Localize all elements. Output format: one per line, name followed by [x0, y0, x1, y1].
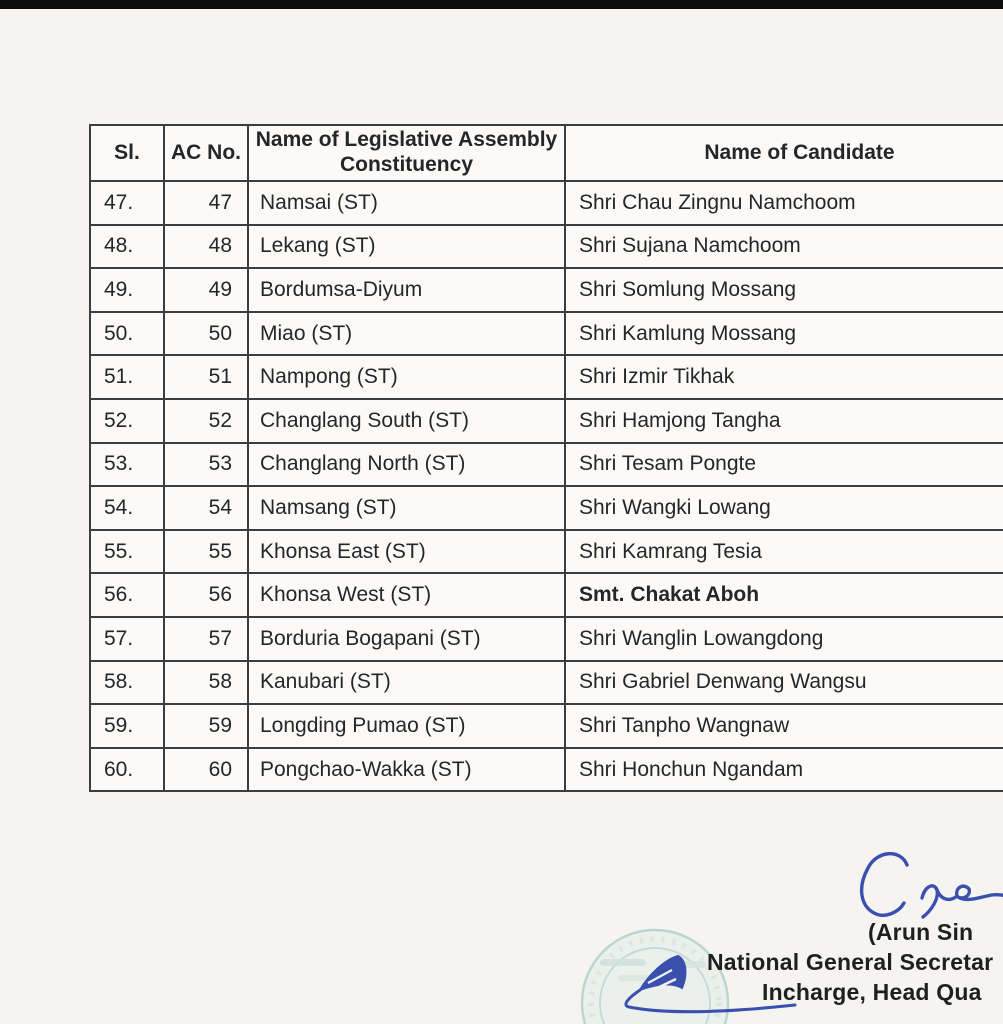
- cell-candidate: Shri Chau Zingnu Namchoom: [565, 181, 1003, 225]
- signatory-subtitle: Incharge, Head Qua: [762, 979, 982, 1005]
- header-sl: Sl.: [90, 125, 164, 181]
- cell-candidate: Shri Kamlung Mossang: [565, 312, 1003, 356]
- cell-constituency: Lekang (ST): [248, 225, 565, 269]
- scan-top-bar: [0, 0, 1003, 9]
- cell-ac-no: 48: [164, 225, 248, 269]
- cell-constituency: Longding Pumao (ST): [248, 704, 565, 748]
- cell-candidate: Shri Tesam Pongte: [565, 443, 1003, 487]
- cell-constituency: Changlang North (ST): [248, 443, 565, 487]
- cell-sl: 54.: [90, 486, 164, 530]
- cell-constituency: Namsang (ST): [248, 486, 565, 530]
- table-row: [90, 748, 1003, 792]
- cell-constituency: Pongchao-Wakka (ST): [248, 748, 565, 792]
- table-row: [90, 312, 1003, 356]
- cell-constituency: Bordumsa-Diyum: [248, 268, 565, 312]
- cell-ac-no: 49: [164, 268, 248, 312]
- cell-candidate: Smt. Chakat Aboh: [565, 573, 1003, 617]
- cell-ac-no: 58: [164, 661, 248, 705]
- cell-sl: 53.: [90, 443, 164, 487]
- cell-sl: 55.: [90, 530, 164, 574]
- cell-sl: 60.: [90, 748, 164, 792]
- table-row: [90, 573, 1003, 617]
- table-row: [90, 661, 1003, 705]
- cell-candidate: Shri Wangki Lowang: [565, 486, 1003, 530]
- cell-sl: 48.: [90, 225, 164, 269]
- signature-ink-icon: [862, 854, 1003, 917]
- cell-constituency: Nampong (ST): [248, 355, 565, 399]
- cell-candidate: Shri Hamjong Tangha: [565, 399, 1003, 443]
- cell-candidate: Shri Kamrang Tesia: [565, 530, 1003, 574]
- cell-ac-no: 53: [164, 443, 248, 487]
- table-row: [90, 225, 1003, 269]
- table-row: [90, 704, 1003, 748]
- table-row: [90, 486, 1003, 530]
- cell-candidate: Shri Sujana Namchoom: [565, 225, 1003, 269]
- header-constituency: Name of Legislative Assembly Constituency: [248, 125, 565, 181]
- cell-ac-no: 60: [164, 748, 248, 792]
- table-row: [90, 355, 1003, 399]
- cell-ac-no: 54: [164, 486, 248, 530]
- cell-constituency: Khonsa East (ST): [248, 530, 565, 574]
- cell-constituency: Khonsa West (ST): [248, 573, 565, 617]
- cell-ac-no: 50: [164, 312, 248, 356]
- signatory-name: (Arun Sin: [868, 919, 974, 945]
- cell-sl: 49.: [90, 268, 164, 312]
- cell-ac-no: 55: [164, 530, 248, 574]
- signatory-title: National General Secretar: [707, 949, 994, 975]
- cell-sl: 56.: [90, 573, 164, 617]
- cell-constituency: Borduria Bogapani (ST): [248, 617, 565, 661]
- candidate-table: [89, 124, 1003, 792]
- cell-sl: 58.: [90, 661, 164, 705]
- cell-sl: 59.: [90, 704, 164, 748]
- cell-constituency: Changlang South (ST): [248, 399, 565, 443]
- header-candidate: Name of Candidate: [565, 125, 1003, 181]
- cell-candidate: Shri Somlung Mossang: [565, 268, 1003, 312]
- cell-sl: 47.: [90, 181, 164, 225]
- cell-sl: 57.: [90, 617, 164, 661]
- cell-constituency: Namsai (ST): [248, 181, 565, 225]
- cell-candidate: Shri Gabriel Denwang Wangsu: [565, 661, 1003, 705]
- table-row: [90, 399, 1003, 443]
- table-row: [90, 443, 1003, 487]
- cell-ac-no: 59: [164, 704, 248, 748]
- cell-candidate: Shri Wanglin Lowangdong: [565, 617, 1003, 661]
- table-row: [90, 181, 1003, 225]
- table-row: [90, 530, 1003, 574]
- cell-candidate: Shri Honchun Ngandam: [565, 748, 1003, 792]
- cell-ac-no: 56: [164, 573, 248, 617]
- table-row: [90, 617, 1003, 661]
- cell-ac-no: 51: [164, 355, 248, 399]
- table-row: [90, 268, 1003, 312]
- cell-constituency: Kanubari (ST): [248, 661, 565, 705]
- cell-ac-no: 47: [164, 181, 248, 225]
- header-ac-no: AC No.: [164, 125, 248, 181]
- candidate-table-header: [90, 125, 1003, 181]
- cell-constituency: Miao (ST): [248, 312, 565, 356]
- cell-candidate: Shri Izmir Tikhak: [565, 355, 1003, 399]
- cell-sl: 51.: [90, 355, 164, 399]
- cell-ac-no: 52: [164, 399, 248, 443]
- cell-sl: 50.: [90, 312, 164, 356]
- cell-sl: 52.: [90, 399, 164, 443]
- cell-ac-no: 57: [164, 617, 248, 661]
- candidate-table-body: [90, 181, 1003, 791]
- cell-candidate: Shri Tanpho Wangnaw: [565, 704, 1003, 748]
